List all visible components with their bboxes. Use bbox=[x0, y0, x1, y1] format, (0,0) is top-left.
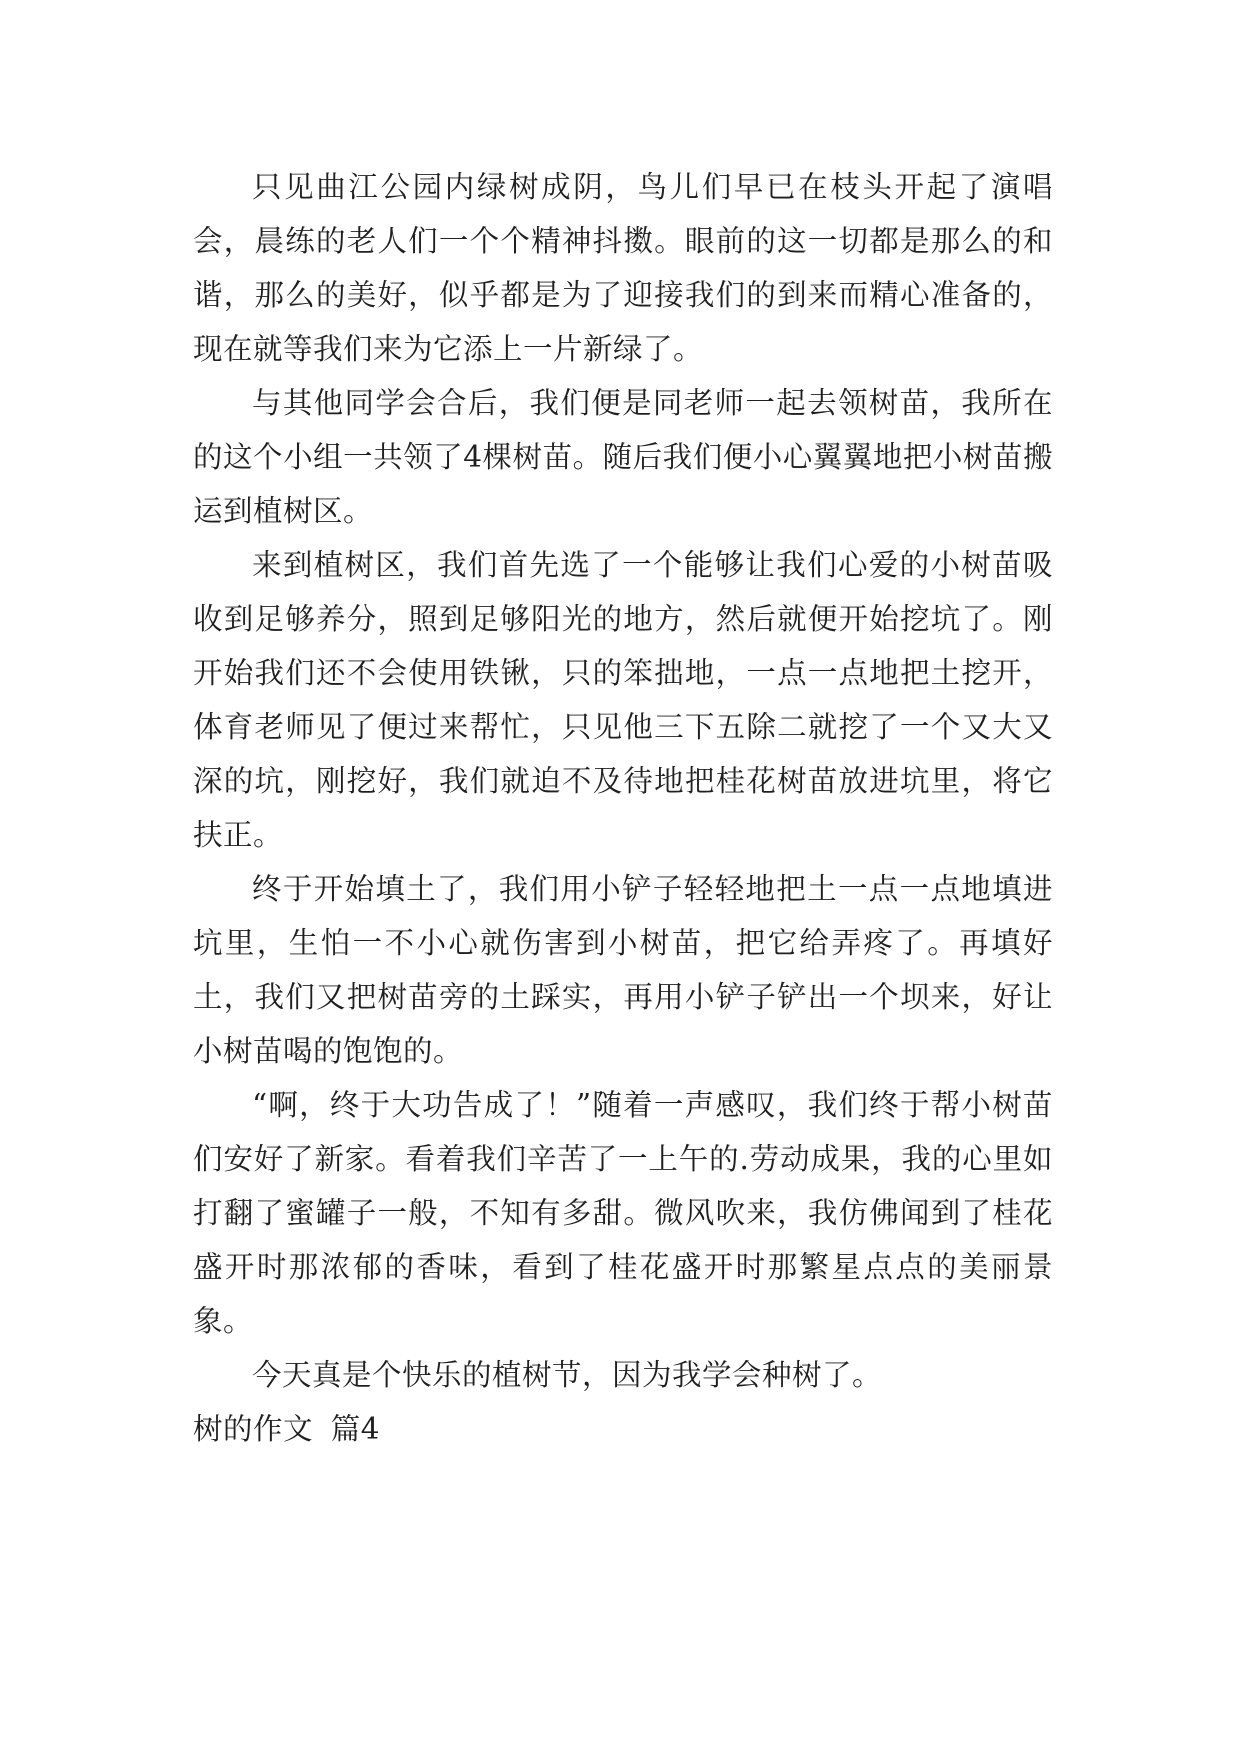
paragraph: 来到植树区，我们首先选了一个能够让我们心爱的小树苗吸收到足够养分，照到足够阳光的地方，然后就便开始挖坑了。刚开始我们还不会使用铁锹，只的笨拙地，一点一点地把土挖开，体育老师见了便过来帮忙，只见他三下五除二就挖了一个又大又深的坑，刚挖好，我们就迫不及待地把桂花树苗放进坑里，将它扶正。 bbox=[193, 548, 1053, 852]
section-heading-number: 篇4 bbox=[330, 1412, 380, 1446]
document-body bbox=[193, 160, 1053, 1456]
paragraph: 今天真是个快乐的植树节，因为我学会种树了。 bbox=[252, 1358, 883, 1392]
paragraph: 只见曲江公园内绿树成阴，鸟儿们早已在枝头开起了演唱会，晨练的老人们一个个精神抖擞。眼前的这一切都是那么的和谐，那么的美好，似乎都是为了迎接我们的到来而精心准备的，现在就等我们来为它添上一片新绿了。 bbox=[193, 170, 1053, 366]
paragraph: “啊，终于大功告成了！”随着一声感叹，我们终于帮小树苗们安好了新家。看着我们辛苦了一上午的.劳动成果，我的心里如打翻了蜜罐子一般，不知有多甜。微风吹来，我仿佛闻到了桂花盛开时那浓郁的香味，看到了桂花盛开时那繁星点点的美丽景象。 bbox=[193, 1088, 1053, 1338]
paragraph: 终于开始填土了，我们用小铲子轻轻地把土一点一点地填进坑里，生怕一不小心就伤害到小树苗，把它给弄疼了。再填好土，我们又把树苗旁的土踩实，再用小铲子铲出一个坝来，好让小树苗喝的饱饱的。 bbox=[193, 872, 1053, 1068]
section-heading-title: 树的作文 bbox=[193, 1412, 314, 1446]
section-heading bbox=[193, 1402, 1053, 1456]
paragraph: 与其他同学会合后，我们便是同老师一起去领树苗，我所在的这个小组一共领了4棵树苗。随后我们便小心翼翼地把小树苗搬运到植树区。 bbox=[193, 386, 1053, 528]
